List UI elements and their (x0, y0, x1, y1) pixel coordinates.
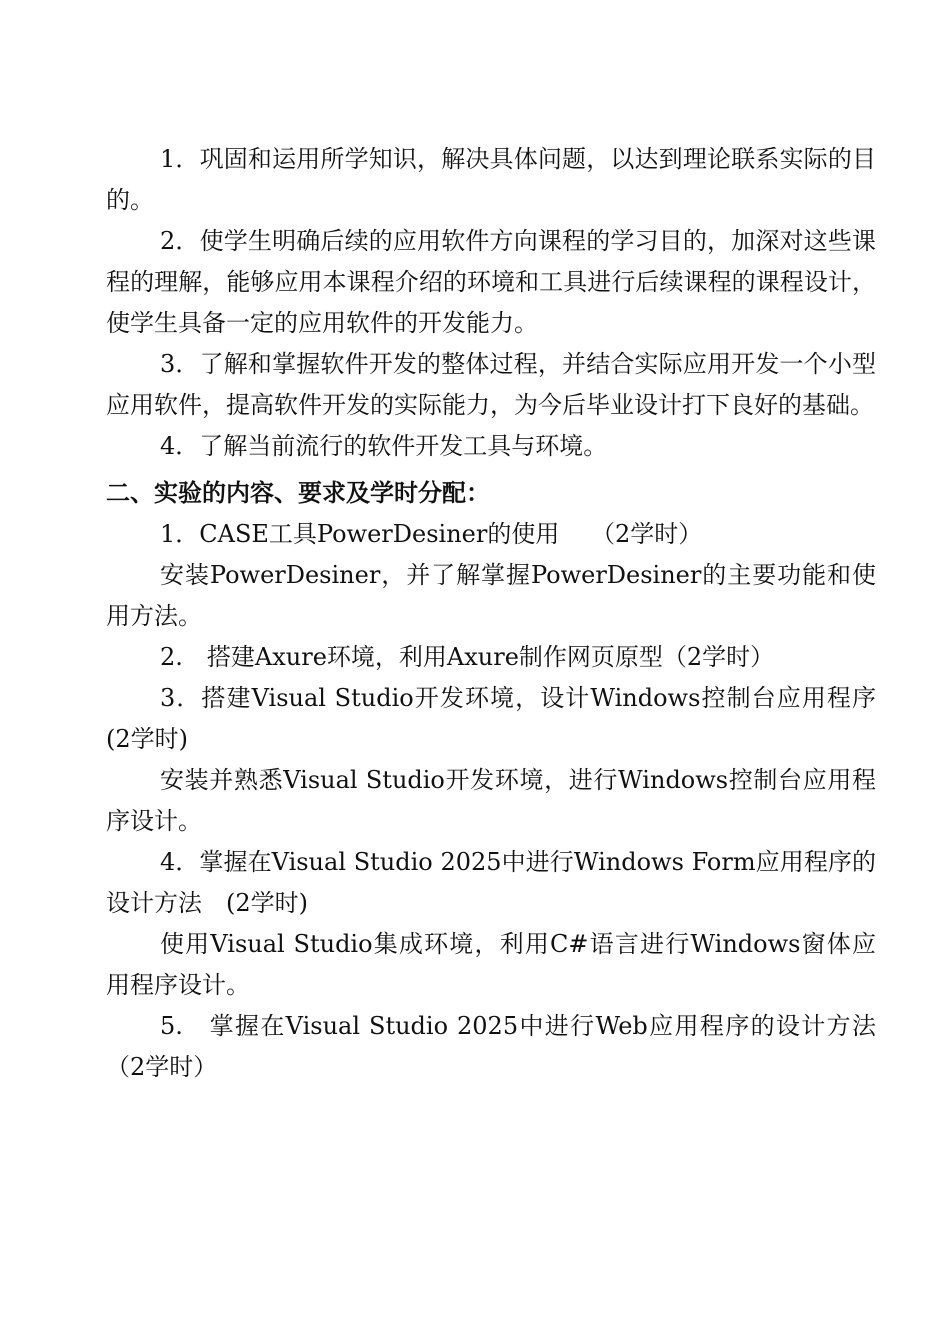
lab-item-3-title: 3．搭建Visual Studio开发环境，设计Windows控制台应用程序(2学时) (106, 684, 876, 753)
lab-item-3-description: 安装并熟悉Visual Studio开发环境，进行Windows控制台应用程序设计。 (106, 766, 876, 835)
objective-item-3: 3．了解和掌握软件开发的整体过程，并结合实际应用开发一个小型应用软件，提高软件开发的实际能力，为今后毕业设计打下良好的基础。 (106, 350, 876, 419)
lab-item-1-title: 1．CASE工具PowerDesiner的使用 （2学时） (160, 520, 703, 548)
lab-item-5-title: 5. 掌握在Visual Studio 2025中进行Web应用程序的设计方法（2学时） (106, 1012, 876, 1081)
lab-item-4-description: 使用Visual Studio集成环境，利用C#语言进行Windows窗体应用程序设计。 (106, 930, 876, 999)
objective-item-4: 4．了解当前流行的软件开发工具与环境。 (160, 432, 608, 460)
objective-item-1: 1．巩固和运用所学知识，解决具体问题，以达到理论联系实际的目的。 (106, 145, 876, 214)
section-heading: 二、实验的内容、要求及学时分配： (106, 479, 490, 507)
lab-item-2-title: 2. 搭建Axure环境，利用Axure制作网页原型（2学时） (160, 643, 775, 671)
document-body (106, 139, 876, 1088)
objective-item-2: 2．使学生明确后续的应用软件方向课程的学习目的，加深对这些课程的理解，能够应用本课程介绍的环境和工具进行后续课程的课程设计，使学生具备一定的应用软件的开发能力。 (106, 227, 876, 337)
lab-item-1-description: 安装PowerDesiner，并了解掌握PowerDesiner的主要功能和使用方法。 (106, 561, 876, 630)
lab-item-4-title: 4．掌握在Visual Studio 2025中进行Windows Form应用程序的设计方法 (2学时) (106, 848, 876, 917)
